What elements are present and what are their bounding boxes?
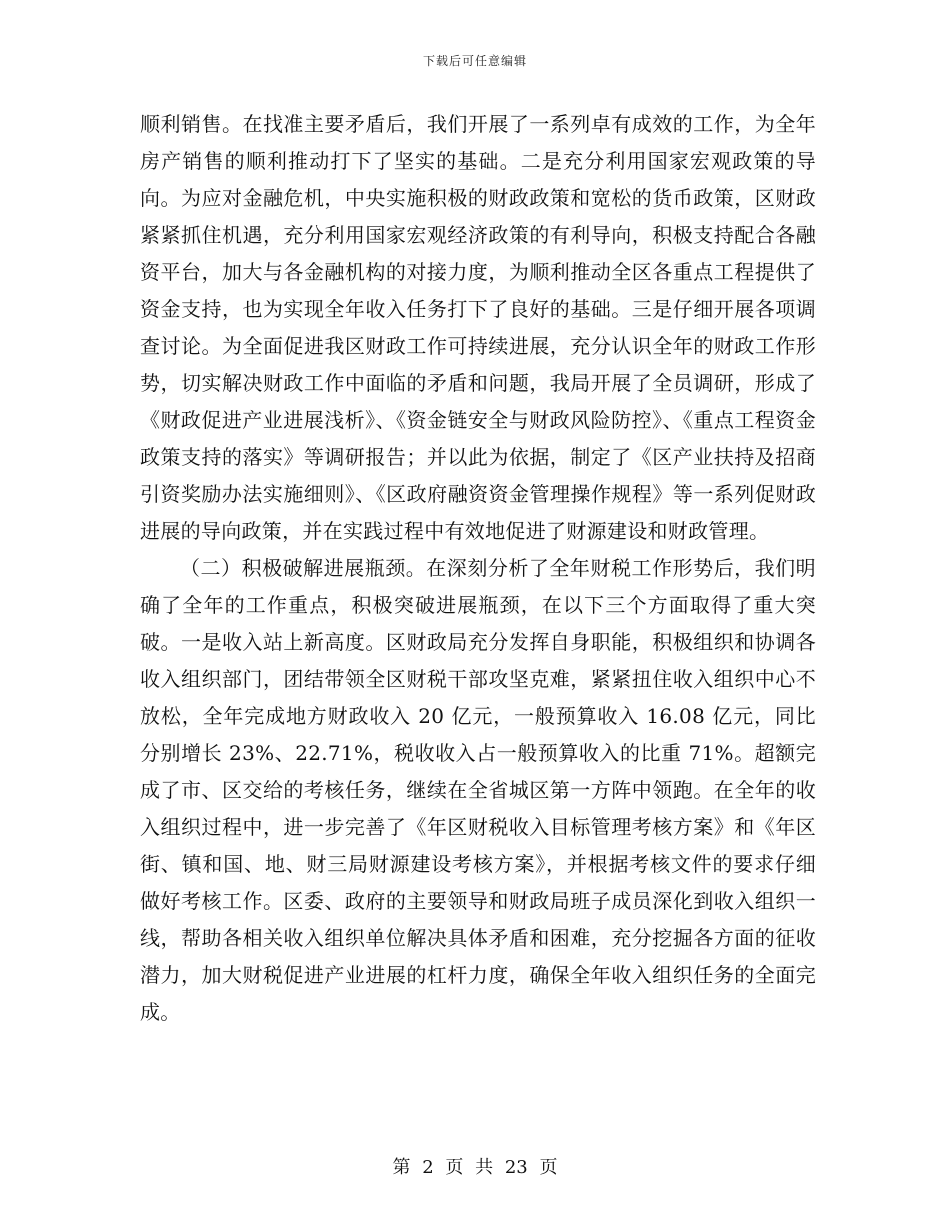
document-body	[140, 106, 816, 1031]
page-header-note: 下载后可任意编辑	[422, 54, 527, 68]
body-paragraph-1: 顺利销售。在找准主要矛盾后，我们开展了一系列卓有成效的工作，为全年房产销售的顺利推动打下了坚实的基础。二是充分利用国家宏观政策的导向。为应对金融危机，中央实施积极的财政政策和宽松的货币政策，区财政紧紧抓住机遇，充分利用国家宏观经济政策的有利导向，积极支持配合各融资平台，加大与各金融机构的对接力度，为顺利推动全区各重点工程提供了资金支持，也为实现全年收入任务打下了良好的基础。三是仔细开展各项调查讨论。为全面促进我区财政工作可持续进展，充分认识全年的财政工作形势，切实解决财政工作中面临的矛盾和问题，我局开展了全员调研，形成了《财政促进产业进展浅析》、《资金链安全与财政风险防控》、《重点工程资金政策支持的落实》等调研报告；并以此为依据，制定了《区产业扶持及招商引资奖励办法实施细则》、《区政府融资资金管理操作规程》等一系列促财政进展的导向政策，并在实践过程中有效地促进了财源建设和财政管理。	[140, 112, 816, 543]
page-number: 第 2 页 共 23 页	[392, 1157, 558, 1178]
body-paragraph-2: （二）积极破解进展瓶颈。在深刻分析了全年财税工作形势后，我们明确了全年的工作重点，积极突破进展瓶颈，在以下三个方面取得了重大突破。一是收入站上新高度。区财政局充分发挥自身职能，积极组织和协调各收入组织部门，团结带领全区财税干部攻坚克难，紧紧扭住收入组织中心不放松，全年完成地方财政收入 20 亿元，一般预算收入 16.08 亿元，同比分别增长 23%、22.71%，税收收入占一般预算收入的比重 71%。超额完成了市、区交给的考核任务，继续在全省城区第一方阵中领跑。在全年的收入组织过程中，进一步完善了《年区财税收入目标管理考核方案》和《年区街、镇和国、地、财三局财源建设考核方案》，并根据考核文件的要求仔细做好考核工作。区委、政府的主要领导和财政局班子成员深化到收入组织一线，帮助各相关收入组织单位解决具体矛盾和困难，充分挖掘各方面的征收潜力，加大财税促进产业进展的杠杆力度，确保全年收入组织任务的全面完成。	[140, 556, 816, 1024]
